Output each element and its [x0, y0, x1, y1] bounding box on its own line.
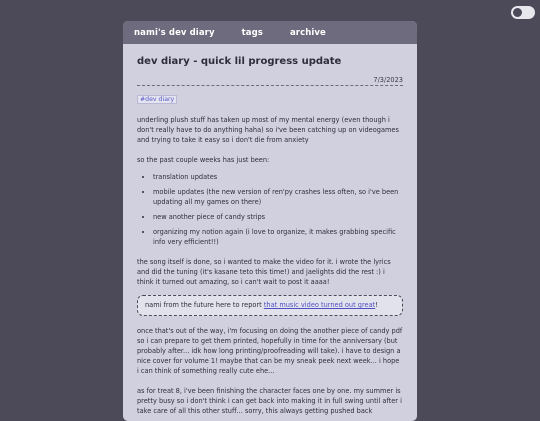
nav-archive-link[interactable]: archive	[289, 27, 326, 38]
list-item: • new another piece of candy strips	[153, 212, 403, 222]
list-item: • organizing my notion again (i love to organize, it makes grabbing specific info very efficient!!)	[153, 227, 403, 247]
top-nav	[123, 21, 417, 44]
tag-link[interactable]: #dev diary	[137, 95, 177, 104]
nav-home-link[interactable]: nami's dev diary	[134, 27, 215, 38]
nav-tags-link[interactable]: tags	[241, 27, 263, 38]
music-video-link[interactable]: that music video turned out great	[263, 301, 376, 309]
paragraph-4: once that's out of the way, i'm focusing on doing the another piece of candy pdf so i can prepare to get them printed, hopefully in time for the anniversary (but probably after... idk how long printing/proofreading will take). i have to design a nice cover for volume 1! maybe that can be my sneak peek next week... i hope i can think of something really cute ehe...	[137, 327, 403, 375]
note-suffix: !	[375, 301, 378, 309]
list-item: • translation updates	[153, 172, 403, 182]
note-text: nami from the future here to report	[145, 301, 264, 309]
post-content	[123, 44, 417, 416]
paragraph-5: as for treat 8, i've been finishing the character faces one by one. my summer is pretty busy so i don't think i can get back into making it in full swing until after i take care of all this other stuff... sorry, this always getting pushed back	[137, 387, 402, 415]
post-title: dev diary - quick lil progress update	[137, 56, 342, 67]
update-list	[137, 172, 403, 247]
diary-card	[123, 21, 417, 421]
theme-toggle[interactable]	[511, 6, 535, 19]
post-date: 7/3/2023	[137, 76, 403, 86]
future-note	[137, 295, 403, 316]
list-item: • mobile updates (the new version of ren'py crashes less often, so i've been updating all my games on there)	[153, 187, 403, 207]
paragraph-2: so the past couple weeks has just been:	[137, 156, 270, 164]
paragraph-1: underling plush stuff has taken up most of my mental energy (even though i don't really have to do anything haha) so i've been catching up on videogames and trying to take it easy so i don't die from anxiety	[137, 116, 399, 144]
toggle-knob	[513, 8, 522, 17]
paragraph-3: the song itself is done, so i wanted to make the video for it. i wrote the lyrics and did the tuning (it's kasane teto this time!) and jaelights did the rest :) i think it turned out amazing, so i can't wait to post it aaaa!	[137, 258, 391, 286]
